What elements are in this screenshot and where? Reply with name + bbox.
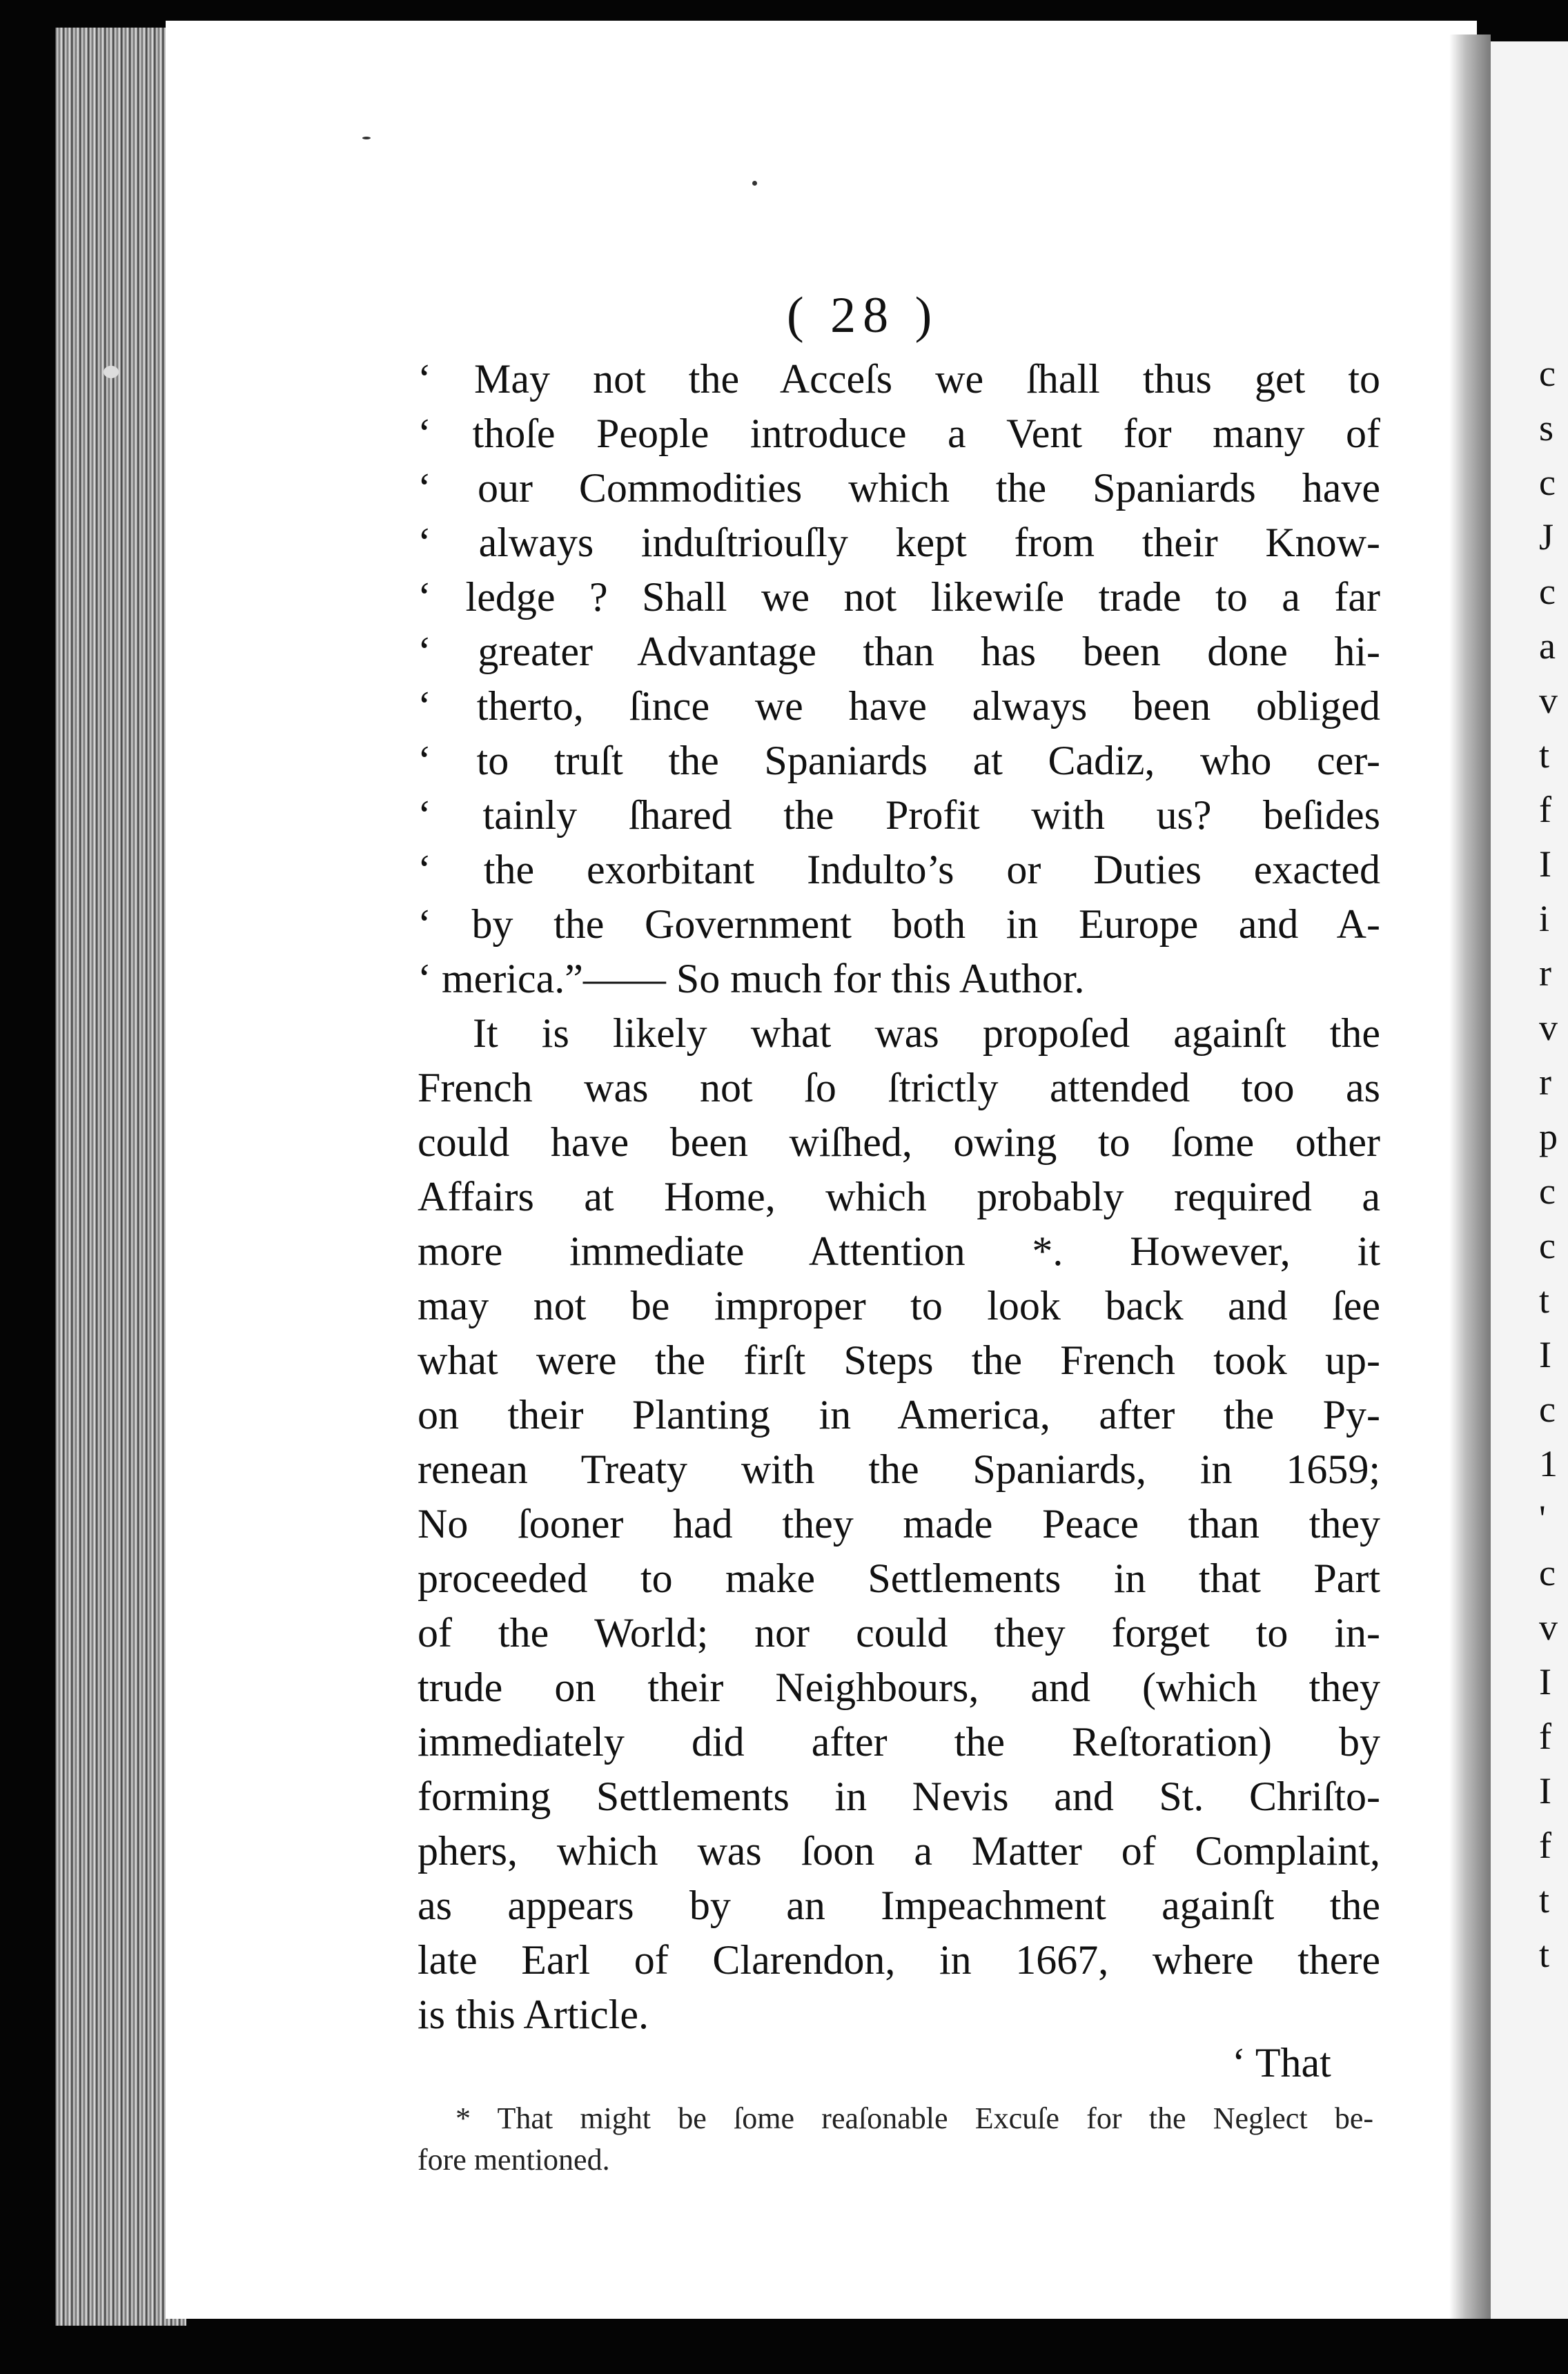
paper-speck: [104, 366, 119, 378]
text-line: ‘ merica.”—— So much for this Author.: [418, 956, 1085, 1001]
facing-page-fragment: s: [1539, 407, 1554, 449]
text-line: forming Settlements in Nevis and St. Chriſto-: [418, 1774, 1380, 1819]
facing-page-fragment: i: [1539, 898, 1550, 939]
footnote: [418, 2098, 1373, 2181]
text-line: No ſooner had they made Peace than they: [418, 1501, 1380, 1547]
facing-page-fragment: I: [1539, 1661, 1551, 1703]
facing-page-fragment: c: [1539, 353, 1556, 394]
body-text: [418, 352, 1380, 2042]
facing-page-fragment: t: [1539, 1279, 1550, 1321]
footnote-line: fore mentioned.: [418, 2143, 610, 2177]
text-line: late Earl of Clarendon, in 1667, where there: [418, 1937, 1380, 1983]
facing-page-edge: [1491, 41, 1568, 2319]
facing-page-fragment: J: [1539, 516, 1554, 558]
facing-page-fragment: c: [1539, 1225, 1556, 1266]
facing-page-fragment: v: [1539, 680, 1558, 721]
facing-page-fragment: ': [1539, 1498, 1546, 1539]
page-number: ( 28 ): [787, 287, 939, 344]
facing-page-fragment: r: [1539, 1061, 1551, 1103]
text-line: ‘ May not the Acceſs we ſhall thus get to: [418, 356, 1380, 402]
text-line: ‘ always induſtriouſly kept from their Know-: [418, 520, 1380, 565]
text-line: phers, which was ſoon a Matter of Complaint,: [418, 1828, 1380, 1874]
text-line: ‘ by the Government both in Europe and A-: [418, 901, 1380, 947]
text-line: trude on their Neighbours, and (which they: [418, 1665, 1380, 1710]
facing-page-fragment: t: [1539, 1934, 1550, 1975]
text-line: what were the firſt Steps the French took up-: [418, 1337, 1380, 1383]
facing-page-fragment: v: [1539, 1007, 1558, 1048]
facing-page-fragment: f: [1539, 1716, 1551, 1757]
catchword: ‘ That: [1232, 2040, 1331, 2086]
facing-page-fragment: r: [1539, 952, 1551, 994]
facing-page-fragment: a: [1539, 625, 1556, 667]
facing-page-fragment: c: [1539, 1170, 1556, 1212]
facing-page-fragment: p: [1539, 1116, 1558, 1157]
text-line: ‘ ledge ? Shall we not likewiſe trade to a far: [418, 574, 1380, 620]
text-line: immediately did after the Reſtoration) by: [418, 1719, 1380, 1765]
paper-speck: [362, 137, 371, 139]
text-line: Affairs at Home, which probably required a: [418, 1174, 1380, 1219]
text-line: ‘ therto, ſince we have always been obliged: [418, 683, 1380, 729]
text-line: French was not ſo ſtrictly attended too as: [418, 1065, 1380, 1110]
text-line: proceeded to make Settlements in that Part: [418, 1556, 1380, 1601]
text-line: of the World; nor could they forget to in-: [418, 1610, 1380, 1656]
text-line: as appears by an Impeachment againſt the: [418, 1883, 1380, 1928]
paper-speck: [752, 181, 757, 186]
facing-page-fragment: 1: [1539, 1443, 1558, 1484]
text-line: ‘ our Commodities which the Spaniards have: [418, 465, 1380, 511]
text-line: more immediate Attention *. However, it: [418, 1228, 1380, 1274]
text-line: It is likely what was propoſed againſt the: [473, 1010, 1380, 1056]
facing-page-fragment: t: [1539, 734, 1550, 776]
facing-page-fragment: v: [1539, 1607, 1558, 1648]
text-line: may not be improper to look back and ſee: [418, 1283, 1380, 1328]
facing-page-fragment: f: [1539, 789, 1551, 830]
footnote-line: * That might be ſome reaſonable Excuſe for the Neglect be-: [455, 2101, 1373, 2135]
text-line: ‘ the exorbitant Indulto’s or Duties exacted: [418, 847, 1380, 892]
text-line: renean Treaty with the Spaniards, in 1659;: [418, 1446, 1380, 1492]
facing-page-fragment: I: [1539, 1770, 1551, 1812]
page-gutter-shadow: [1449, 35, 1491, 2319]
text-line: is this Article.: [418, 1992, 649, 2037]
text-line: on their Planting in America, after the Py-: [418, 1392, 1380, 1438]
facing-page-fragment: c: [1539, 571, 1556, 612]
facing-page-fragment: c: [1539, 1552, 1556, 1593]
text-line: ‘ thoſe People introduce a Vent for many of: [418, 411, 1380, 456]
text-line: ‘ tainly ſhared the Profit with us? beſides: [418, 792, 1380, 838]
facing-page-fragment: f: [1539, 1825, 1551, 1866]
text-line: ‘ greater Advantage than has been done hi-: [418, 629, 1380, 674]
text-line: could have been wiſhed, owing to ſome other: [418, 1119, 1380, 1165]
text-line: ‘ to truſt the Spaniards at Cadiz, who cer-: [418, 738, 1380, 783]
facing-page-fragment: t: [1539, 1879, 1550, 1921]
facing-page-fragment: c: [1539, 462, 1556, 503]
facing-page-fragment: I: [1539, 843, 1551, 885]
facing-page-fragment: I: [1539, 1334, 1551, 1375]
facing-page-fragment: c: [1539, 1389, 1556, 1430]
